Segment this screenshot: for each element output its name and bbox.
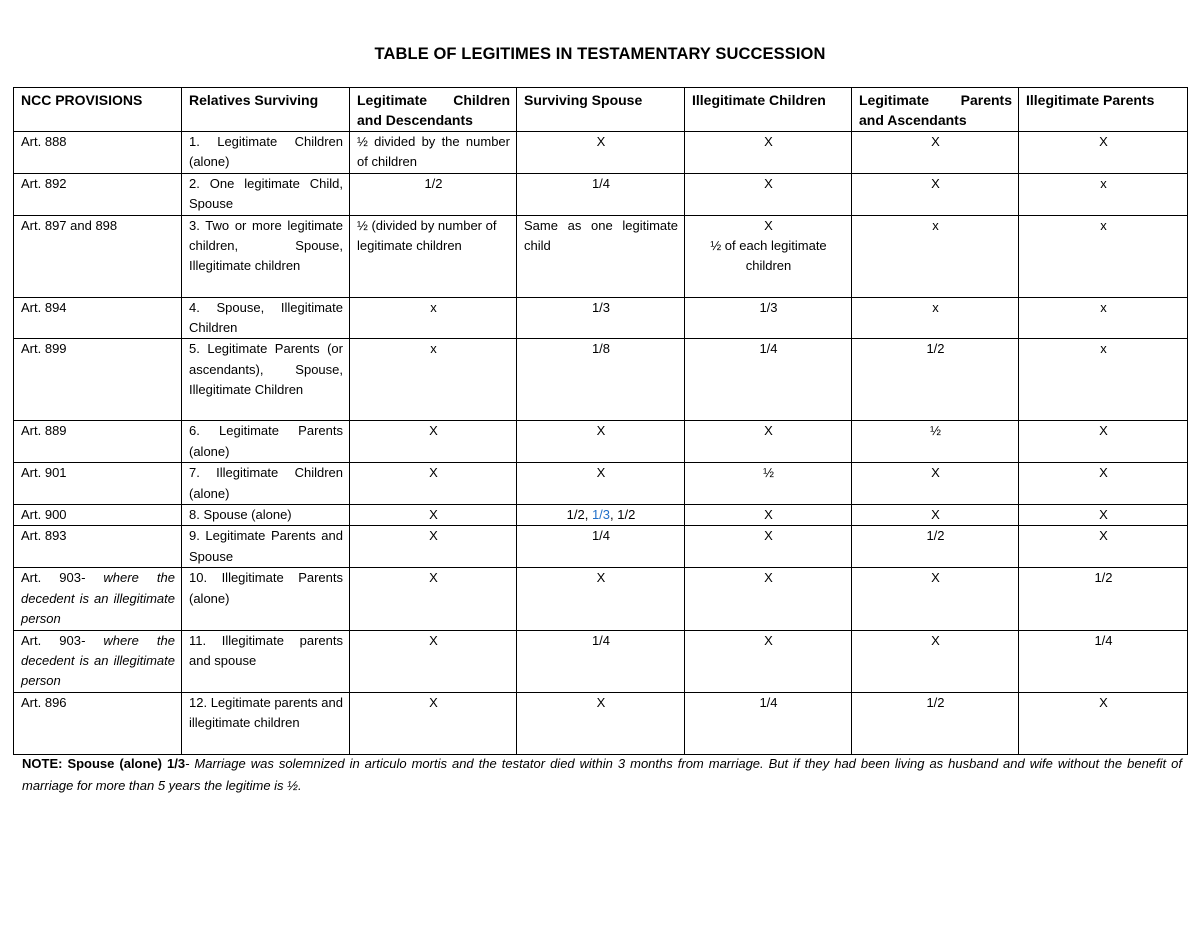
provision-cell: Art. 896 bbox=[14, 692, 182, 754]
illegit-children-cell bbox=[685, 215, 852, 297]
table-row bbox=[14, 526, 1188, 568]
provision-cell bbox=[14, 630, 182, 692]
legit-children-cell: x bbox=[350, 339, 517, 421]
header-illegitimate-parents: Illegitimate Parents bbox=[1019, 88, 1188, 132]
provision-cell: Art. 888 bbox=[14, 132, 182, 174]
illegit-parents-cell: X bbox=[1019, 692, 1188, 754]
spouse-cell: Same as one legitimate child bbox=[517, 215, 685, 297]
relatives-cell: 5. Legitimate Parents (or ascendants), Spouse, Illegitimate Children bbox=[182, 339, 350, 421]
illegit-parents-cell: x bbox=[1019, 297, 1188, 339]
legit-parents-cell: X bbox=[852, 568, 1019, 630]
table-row bbox=[14, 421, 1188, 463]
relatives-cell: 11. Illegitimate parents and spouse bbox=[182, 630, 350, 692]
provision-cell: Art. 900 bbox=[14, 505, 182, 526]
illegit-children-cell: X bbox=[685, 630, 852, 692]
illegit-parents-cell: x bbox=[1019, 215, 1188, 297]
spouse-share-highlight: 1/3 bbox=[591, 507, 611, 523]
legit-children-cell: X bbox=[350, 505, 517, 526]
relatives-cell: 2. One legitimate Child, Spouse bbox=[182, 173, 350, 215]
relatives-cell: 3. Two or more legitimate children, Spouse, Illegitimate children bbox=[182, 215, 350, 297]
legit-children-cell: 1/2 bbox=[350, 173, 517, 215]
legit-children-cell: ½ (divided by number of legitimate children bbox=[350, 215, 517, 297]
relatives-cell: 1. Legitimate Children (alone) bbox=[182, 132, 350, 174]
table-row bbox=[14, 568, 1188, 630]
legitimes-table bbox=[13, 87, 1188, 755]
spouse-cell: 1/4 bbox=[517, 526, 685, 568]
illegit-children-cell: X bbox=[685, 505, 852, 526]
table-header-row bbox=[14, 88, 1188, 132]
table-row bbox=[14, 339, 1188, 421]
relatives-cell: 8. Spouse (alone) bbox=[182, 505, 350, 526]
legit-parents-cell: x bbox=[852, 215, 1019, 297]
legit-parents-cell: 1/2 bbox=[852, 339, 1019, 421]
relatives-cell: 12. Legitimate parents and illegitimate children bbox=[182, 692, 350, 754]
header-ncc-provisions: NCC PROVISIONS bbox=[14, 88, 182, 132]
illegit-children-line2: ½ of each legitimate children bbox=[710, 238, 827, 274]
legit-parents-cell: 1/2 bbox=[852, 526, 1019, 568]
spouse-cell: 1/4 bbox=[517, 630, 685, 692]
relatives-cell: 10. Illegitimate Parents (alone) bbox=[182, 568, 350, 630]
relatives-cell: 9. Legitimate Parents and Spouse bbox=[182, 526, 350, 568]
header-surviving-spouse: Surviving Spouse bbox=[517, 88, 685, 132]
illegit-parents-cell: x bbox=[1019, 339, 1188, 421]
provision-cell: Art. 889 bbox=[14, 421, 182, 463]
illegit-children-cell: 1/4 bbox=[685, 692, 852, 754]
legit-parents-cell: ½ bbox=[852, 421, 1019, 463]
provision-cell: Art. 897 and 898 bbox=[14, 215, 182, 297]
spouse-cell: X bbox=[517, 463, 685, 505]
legit-children-cell: X bbox=[350, 526, 517, 568]
header-illegitimate-children: Illegitimate Children bbox=[685, 88, 852, 132]
provision-cell bbox=[14, 568, 182, 630]
legit-children-cell: X bbox=[350, 421, 517, 463]
illegit-children-cell: X bbox=[685, 526, 852, 568]
illegit-children-cell: ½ bbox=[685, 463, 852, 505]
spouse-share-1: 1/2, bbox=[566, 507, 592, 523]
table-row bbox=[14, 463, 1188, 505]
illegit-children-cell: X bbox=[685, 568, 852, 630]
illegit-children-cell: 1/4 bbox=[685, 339, 852, 421]
illegit-parents-cell: X bbox=[1019, 132, 1188, 174]
page-title: TABLE OF LEGITIMES IN TESTAMENTARY SUCCESSION bbox=[374, 45, 826, 63]
table-row bbox=[14, 215, 1188, 297]
illegit-parents-cell: X bbox=[1019, 526, 1188, 568]
note-label: NOTE: Spouse (alone) 1/3 bbox=[22, 756, 186, 771]
spouse-cell: 1/4 bbox=[517, 173, 685, 215]
table-row bbox=[14, 692, 1188, 754]
spouse-share-3: , 1/2 bbox=[610, 507, 636, 523]
spouse-cell: 1/8 bbox=[517, 339, 685, 421]
table-row bbox=[14, 505, 1188, 526]
header-legitimate-parents: Legitimate Parents and Ascendants bbox=[852, 88, 1019, 132]
spouse-cell: X bbox=[517, 568, 685, 630]
illegit-parents-cell: x bbox=[1019, 173, 1188, 215]
illegit-children-cell: X bbox=[685, 173, 852, 215]
table-row bbox=[14, 173, 1188, 215]
provision-condition: - where the decedent is an illegitimate person bbox=[21, 570, 175, 627]
illegit-children-cell: X bbox=[685, 421, 852, 463]
relatives-cell: 7. Illegitimate Children (alone) bbox=[182, 463, 350, 505]
table-row bbox=[14, 297, 1188, 339]
illegit-parents-cell: X bbox=[1019, 421, 1188, 463]
provision-cell: Art. 899 bbox=[14, 339, 182, 421]
provision-cell: Art. 892 bbox=[14, 173, 182, 215]
header-relatives-surviving: Relatives Surviving bbox=[182, 88, 350, 132]
illegit-children-cell: 1/3 bbox=[685, 297, 852, 339]
legit-children-cell: ½ divided by the number of children bbox=[350, 132, 517, 174]
legit-parents-cell: x bbox=[852, 297, 1019, 339]
legit-parents-cell: X bbox=[852, 173, 1019, 215]
legit-parents-cell: X bbox=[852, 630, 1019, 692]
table-row bbox=[14, 132, 1188, 174]
legit-children-cell: X bbox=[350, 568, 517, 630]
legit-parents-cell: 1/2 bbox=[852, 692, 1019, 754]
illegit-parents-cell: 1/2 bbox=[1019, 568, 1188, 630]
spouse-cell: X bbox=[517, 132, 685, 174]
provision-article: Art. 903 bbox=[21, 632, 81, 648]
footnote bbox=[22, 753, 1182, 797]
relatives-cell: 6. Legitimate Parents (alone) bbox=[182, 421, 350, 463]
note-text: - Marriage was solemnized in articulo mortis and the testator died within 3 months from marriage. But if they had been living as husband and wife without the benefit of marriage for more than 5 years the legitime is ½. bbox=[22, 756, 1182, 793]
illegit-parents-cell: X bbox=[1019, 505, 1188, 526]
provision-condition: - where the decedent is an illegitimate person bbox=[21, 632, 175, 689]
legit-children-cell: X bbox=[350, 692, 517, 754]
legit-parents-cell: X bbox=[852, 132, 1019, 174]
provision-article: Art. 903 bbox=[21, 570, 81, 586]
provision-cell: Art. 901 bbox=[14, 463, 182, 505]
spouse-cell: 1/3 bbox=[517, 297, 685, 339]
legit-parents-cell: X bbox=[852, 505, 1019, 526]
relatives-cell: 4. Spouse, Illegitimate Children bbox=[182, 297, 350, 339]
illegit-parents-cell: 1/4 bbox=[1019, 630, 1188, 692]
illegit-parents-cell: X bbox=[1019, 463, 1188, 505]
provision-cell: Art. 893 bbox=[14, 526, 182, 568]
table-row bbox=[14, 630, 1188, 692]
illegit-children-cell: X bbox=[685, 132, 852, 174]
spouse-cell: X bbox=[517, 692, 685, 754]
legit-children-cell: X bbox=[350, 463, 517, 505]
provision-cell: Art. 894 bbox=[14, 297, 182, 339]
header-legitimate-children: Legitimate Children and Descendants bbox=[350, 88, 517, 132]
legit-children-cell: x bbox=[350, 297, 517, 339]
illegit-children-line1: X bbox=[764, 217, 773, 233]
legit-parents-cell: X bbox=[852, 463, 1019, 505]
spouse-cell bbox=[517, 505, 685, 526]
legit-children-cell: X bbox=[350, 630, 517, 692]
spouse-cell: X bbox=[517, 421, 685, 463]
